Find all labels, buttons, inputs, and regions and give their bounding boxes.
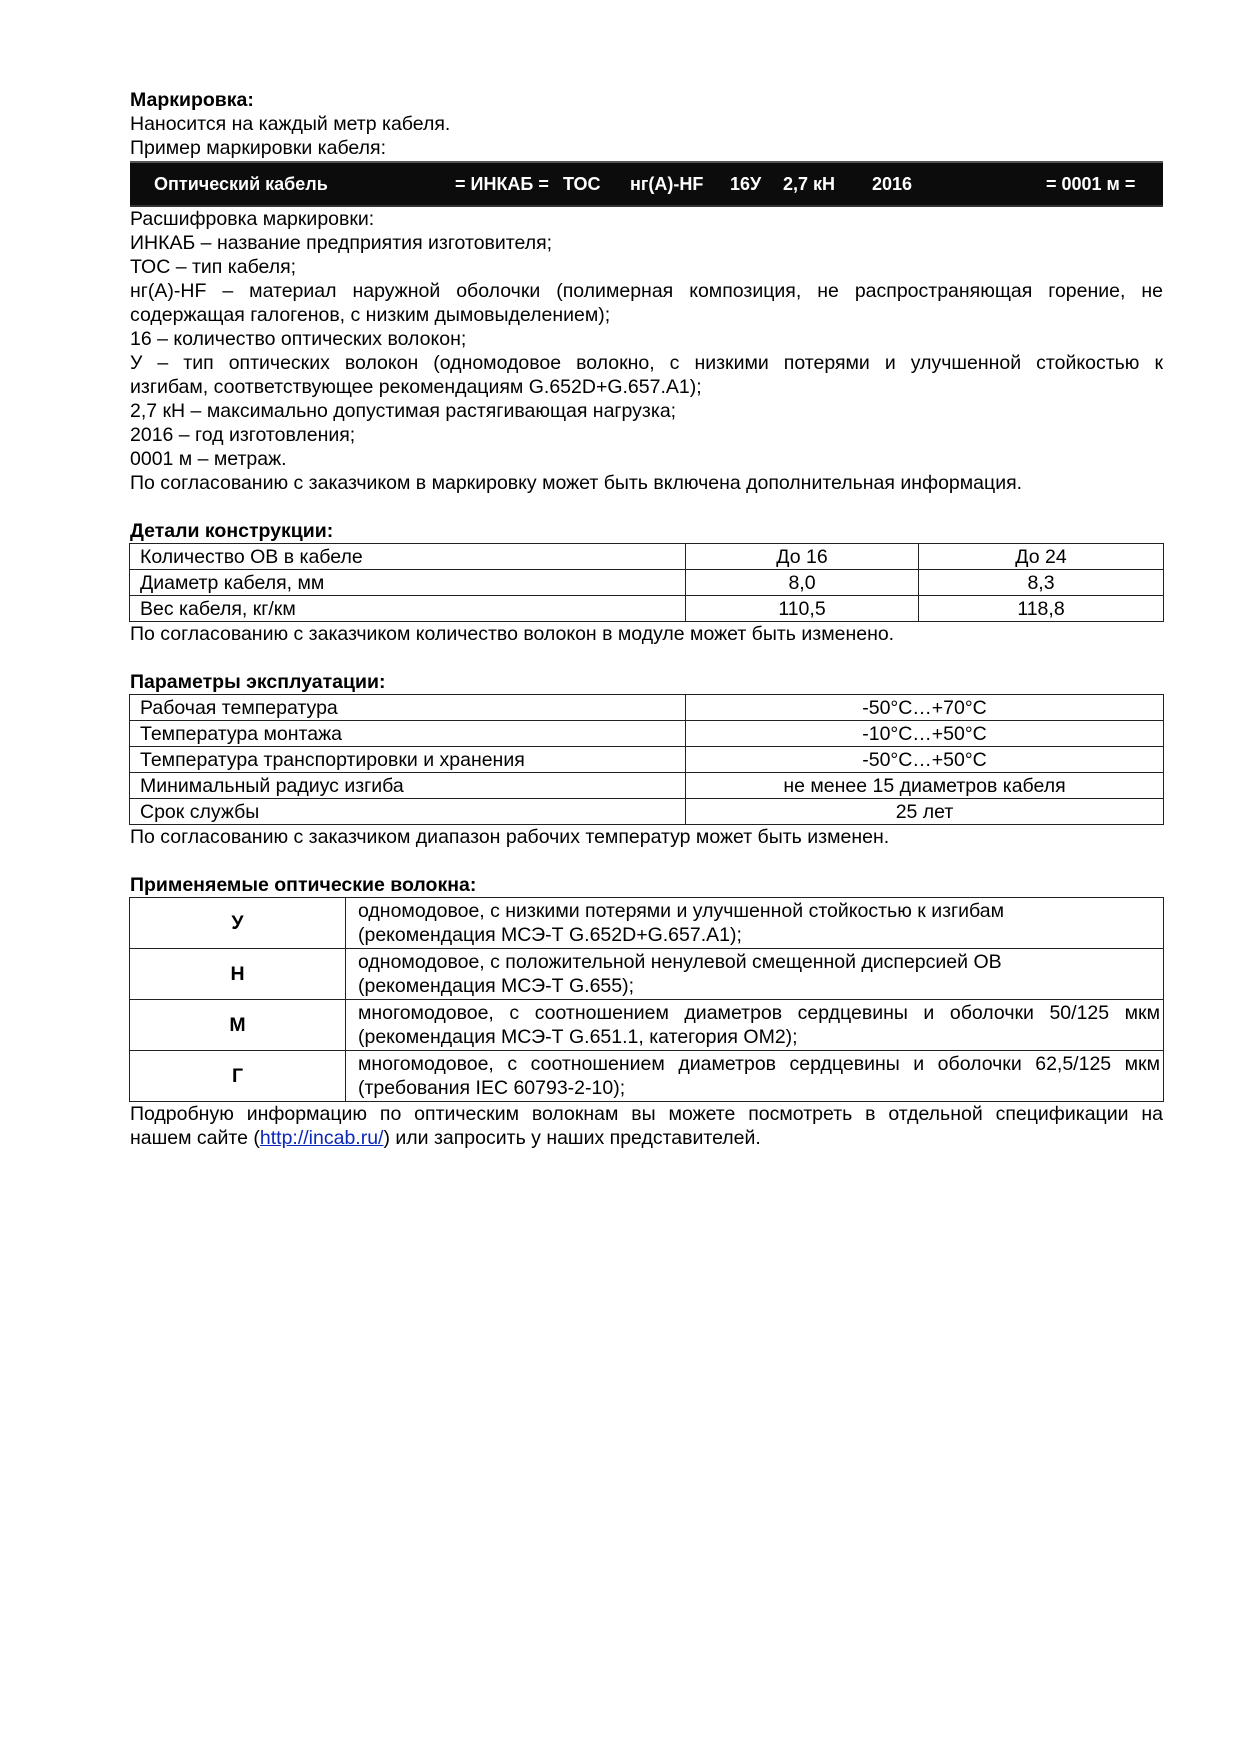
decode-title: Расшифровка маркировки: bbox=[130, 208, 375, 230]
table-row bbox=[130, 773, 1164, 799]
marking-heading: Маркировка: bbox=[130, 89, 254, 111]
fiber-desc-line2: (рекомендация МСЭ-Т G.652D+G.657.A1); bbox=[358, 924, 742, 946]
table-row bbox=[130, 596, 1164, 622]
construction-heading: Детали конструкции: bbox=[130, 520, 334, 542]
table-row bbox=[130, 1051, 1164, 1102]
decode-note: По согласованию с заказчиком в маркировку может быть включена дополнительная информация. bbox=[130, 472, 1023, 494]
fiber-description bbox=[346, 1051, 1164, 1102]
fiber-desc-line1: одномодовое, с низкими потерями и улучшенной стойкостью к изгибам bbox=[358, 900, 1005, 922]
table-row bbox=[130, 949, 1164, 1000]
row-value: 25 лет bbox=[686, 799, 1164, 825]
banner-sheath: нг(А)-HF bbox=[630, 174, 704, 194]
value-24: 118,8 bbox=[919, 596, 1164, 622]
fiber-code: Н bbox=[130, 949, 346, 1000]
footer-suffix: ) или запросить у наших представителей. bbox=[383, 1127, 761, 1149]
table-row bbox=[130, 695, 1164, 721]
fibers-footer-line2 bbox=[130, 1126, 1163, 1150]
fiber-desc-line2: (рекомендация МСЭ-Т G.655); bbox=[358, 975, 635, 997]
fiber-desc-line2: (рекомендация МСЭ-Т G.651.1, категория ОМ2); bbox=[358, 1026, 798, 1048]
banner-manufacturer: = ИНКАБ = bbox=[455, 174, 549, 194]
operation-note: По согласованию с заказчиком диапазон рабочих температур может быть изменен. bbox=[130, 826, 890, 848]
decode-item: 16 – количество оптических волокон; bbox=[130, 328, 467, 350]
table-row bbox=[130, 747, 1164, 773]
value-16: 8,0 bbox=[686, 570, 919, 596]
decode-item: 2016 – год изготовления; bbox=[130, 424, 356, 446]
footer-prefix: нашем сайте ( bbox=[130, 1127, 260, 1149]
table-row bbox=[130, 1000, 1164, 1051]
incab-website-link[interactable]: http://incab.ru/ bbox=[259, 1127, 384, 1149]
banner-meterage: = 0001 м = bbox=[1046, 174, 1136, 194]
table-row bbox=[130, 898, 1164, 949]
row-value: -10°C…+50°C bbox=[686, 721, 1164, 747]
row-label: Вес кабеля, кг/км bbox=[130, 596, 686, 622]
marking-example-banner bbox=[130, 161, 1163, 207]
decode-item: ТОС – тип кабеля; bbox=[130, 256, 297, 278]
decode-item: нг(А)-HF – материал наружной оболочки (полимерная композиция, не распространяющая горение, не bbox=[130, 280, 1163, 302]
row-label: Температура монтажа bbox=[130, 721, 686, 747]
fiber-description bbox=[346, 898, 1164, 949]
banner-cable-name: Оптический кабель bbox=[154, 174, 328, 194]
table-row bbox=[130, 799, 1164, 825]
fiber-description bbox=[346, 1000, 1164, 1051]
fiber-desc-line1: многомодовое, с соотношением диаметров сердцевины и оболочки 62,5/125 мкм bbox=[358, 1053, 1160, 1075]
row-label: Минимальный радиус изгиба bbox=[130, 773, 686, 799]
fiber-description bbox=[346, 949, 1164, 1000]
decode-item: содержащая галогенов, с низким дымовыделением); bbox=[130, 304, 611, 326]
table-row bbox=[130, 544, 1164, 570]
value-16: 110,5 bbox=[686, 596, 919, 622]
row-label: Срок службы bbox=[130, 799, 686, 825]
fiber-code: У bbox=[130, 898, 346, 949]
fiber-code: Г bbox=[130, 1051, 346, 1102]
value-24: До 24 bbox=[919, 544, 1164, 570]
decode-item: 0001 м – метраж. bbox=[130, 448, 287, 470]
banner-year: 2016 bbox=[872, 174, 913, 194]
banner-cable-type: ТОС bbox=[563, 174, 601, 194]
document-page bbox=[130, 88, 1163, 1150]
fiber-desc-line1: многомодовое, с соотношением диаметров сердцевины и оболочки 50/125 мкм bbox=[358, 1002, 1160, 1024]
fibers-footer-line1: Подробную информацию по оптическим волокнам вы можете посмотреть в отдельной спецификации на bbox=[130, 1103, 1163, 1125]
banner-tensile-load: 2,7 кН bbox=[783, 174, 836, 194]
row-label: Рабочая температура bbox=[130, 695, 686, 721]
decode-item: изгибам, соответствующее рекомендациям G.652D+G.657.A1); bbox=[130, 376, 702, 398]
row-value: не менее 15 диаметров кабеля bbox=[686, 773, 1164, 799]
operation-table bbox=[129, 694, 1164, 825]
value-16: До 16 bbox=[686, 544, 919, 570]
banner-fiber-count: 16У bbox=[730, 174, 762, 194]
row-label: Количество ОВ в кабеле bbox=[130, 544, 686, 570]
fiber-code: М bbox=[130, 1000, 346, 1051]
construction-table bbox=[129, 543, 1164, 622]
decode-item: ИНКАБ – название предприятия изготовителя; bbox=[130, 232, 553, 254]
fibers-heading: Применяемые оптические волокна: bbox=[130, 874, 477, 896]
construction-note: По согласованию с заказчиком количество волокон в модуле может быть изменено. bbox=[130, 623, 895, 645]
operation-heading: Параметры эксплуатации: bbox=[130, 671, 386, 693]
fibers-table bbox=[129, 897, 1164, 1102]
decode-item: У – тип оптических волокон (одномодовое волокно, с низкими потерями и улучшенной стойкостью к bbox=[130, 352, 1163, 374]
row-label: Диаметр кабеля, мм bbox=[130, 570, 686, 596]
decode-item: 2,7 кН – максимально допустимая растягивающая нагрузка; bbox=[130, 400, 677, 422]
table-row bbox=[130, 721, 1164, 747]
fiber-desc-line2: (требования IEC 60793-2-10); bbox=[358, 1077, 626, 1099]
value-24: 8,3 bbox=[919, 570, 1164, 596]
row-value: -50°C…+70°C bbox=[686, 695, 1164, 721]
fiber-desc-line1: одномодовое, с положительной ненулевой смещенной дисперсией ОВ bbox=[358, 951, 1002, 973]
marking-example-label: Пример маркировки кабеля: bbox=[130, 137, 386, 159]
table-row bbox=[130, 570, 1164, 596]
marking-applied-text: Наносится на каждый метр кабеля. bbox=[130, 113, 451, 135]
row-label: Температура транспортировки и хранения bbox=[130, 747, 686, 773]
row-value: -50°C…+50°C bbox=[686, 747, 1164, 773]
